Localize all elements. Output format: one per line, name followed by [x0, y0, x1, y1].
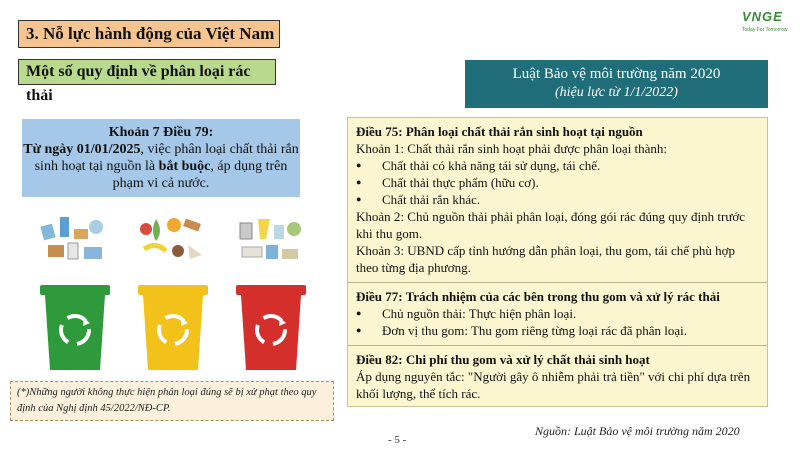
penalty-footnote: (*)Những người không thực hiện phân loại đúng sẽ bị xử phạt theo quy định của Nghị định 45/2022/NĐ-CP.: [10, 381, 334, 421]
other-waste-bin-red: [236, 215, 306, 375]
law-title: Luật Bảo vệ môi trường năm 2020: [512, 66, 721, 82]
clause-middle: , việc phân loại chất thải rắn sinh hoạt tại nguồn là: [34, 142, 299, 174]
waste-bins-illustration: [40, 215, 305, 375]
article-77-title: Điều 77: Trách nhiệm của các bên trong thu gom và xử lý rác thải: [356, 289, 720, 304]
list-item: [356, 322, 759, 339]
article-75-clause-2: Khoản 2: Chủ nguồn thải phải phân loại, đóng gói rác đúng quy định trước khi thu gom.: [356, 209, 746, 241]
article-75: [348, 118, 767, 283]
list-item-text: Đơn vị thu gom: Thu gom riêng từng loại rác đã phân loại.: [382, 323, 688, 338]
list-item: [356, 174, 759, 191]
source-citation: Nguồn: Luật Bảo vệ môi trường năm 2020: [535, 424, 740, 438]
article-82-text: Áp dụng nguyên tắc: "Người gây ô nhiễm phải trả tiền" với chi phí dựa trên khối lượng, thể tích rác.: [356, 369, 751, 401]
green-bin-graphic: [40, 215, 110, 375]
vnge-logo: [742, 8, 794, 38]
clause-date: 01/01/2025: [76, 142, 141, 157]
clause-suffix: , áp dụng trên phạm vi cả nước.: [112, 159, 288, 191]
list-item: [356, 157, 759, 174]
article-77: [348, 283, 767, 346]
yellow-bin-graphic: [138, 215, 208, 375]
red-bin-graphic: [236, 215, 306, 375]
clause-emphasis: bắt buộc: [158, 159, 211, 174]
clause-text: [23, 142, 299, 191]
list-item: [356, 191, 759, 208]
logo-text: VNGE: [742, 9, 783, 24]
clause-title: Khoản 7 Điều 79:: [108, 125, 214, 140]
list-item-text: Chủ nguồn thải: Thực hiện phân loại.: [382, 306, 577, 321]
page-number: - 5 -: [388, 434, 407, 446]
logo-tagline: Today For Tomorrow: [742, 27, 788, 33]
law-articles-panel: [347, 117, 768, 407]
sub-title: Một số quy định về phân loại rác thải: [18, 59, 276, 85]
article-75-clause-3: Khoản 3: UBND cấp tỉnh hướng dẫn phân loại, thu gom, tái chế phù hợp theo từng địa phương.: [356, 243, 735, 275]
list-item: [356, 305, 759, 322]
law-effective-date: (hiệu lực từ 1/1/2022): [555, 85, 678, 100]
law-title-box: [465, 60, 768, 108]
clause-box: [22, 119, 300, 197]
article-75-clause-1: Khoản 1: Chất thải rắn sinh hoạt phải được phân loại thành:: [356, 141, 668, 156]
clause-prefix: Từ ngày: [23, 142, 77, 157]
list-item-text: Chất thải có khả năng tái sử dụng, tái chế.: [382, 158, 601, 173]
recycle-bin-green: [40, 215, 110, 375]
list-item-text: Chất thải rắn khác.: [382, 192, 481, 207]
section-title: 3. Nỗ lực hành động của Việt Nam: [18, 20, 280, 48]
article-82-title: Điều 82: Chi phí thu gom và xử lý chất thải sinh hoạt: [356, 352, 650, 367]
organic-bin-yellow: [138, 215, 208, 375]
article-82: [348, 346, 767, 408]
article-75-title: Điều 75: Phân loại chất thải rắn sinh hoạt tại nguồn: [356, 124, 643, 139]
list-item-text: Chất thải thực phẩm (hữu cơ).: [382, 175, 539, 190]
